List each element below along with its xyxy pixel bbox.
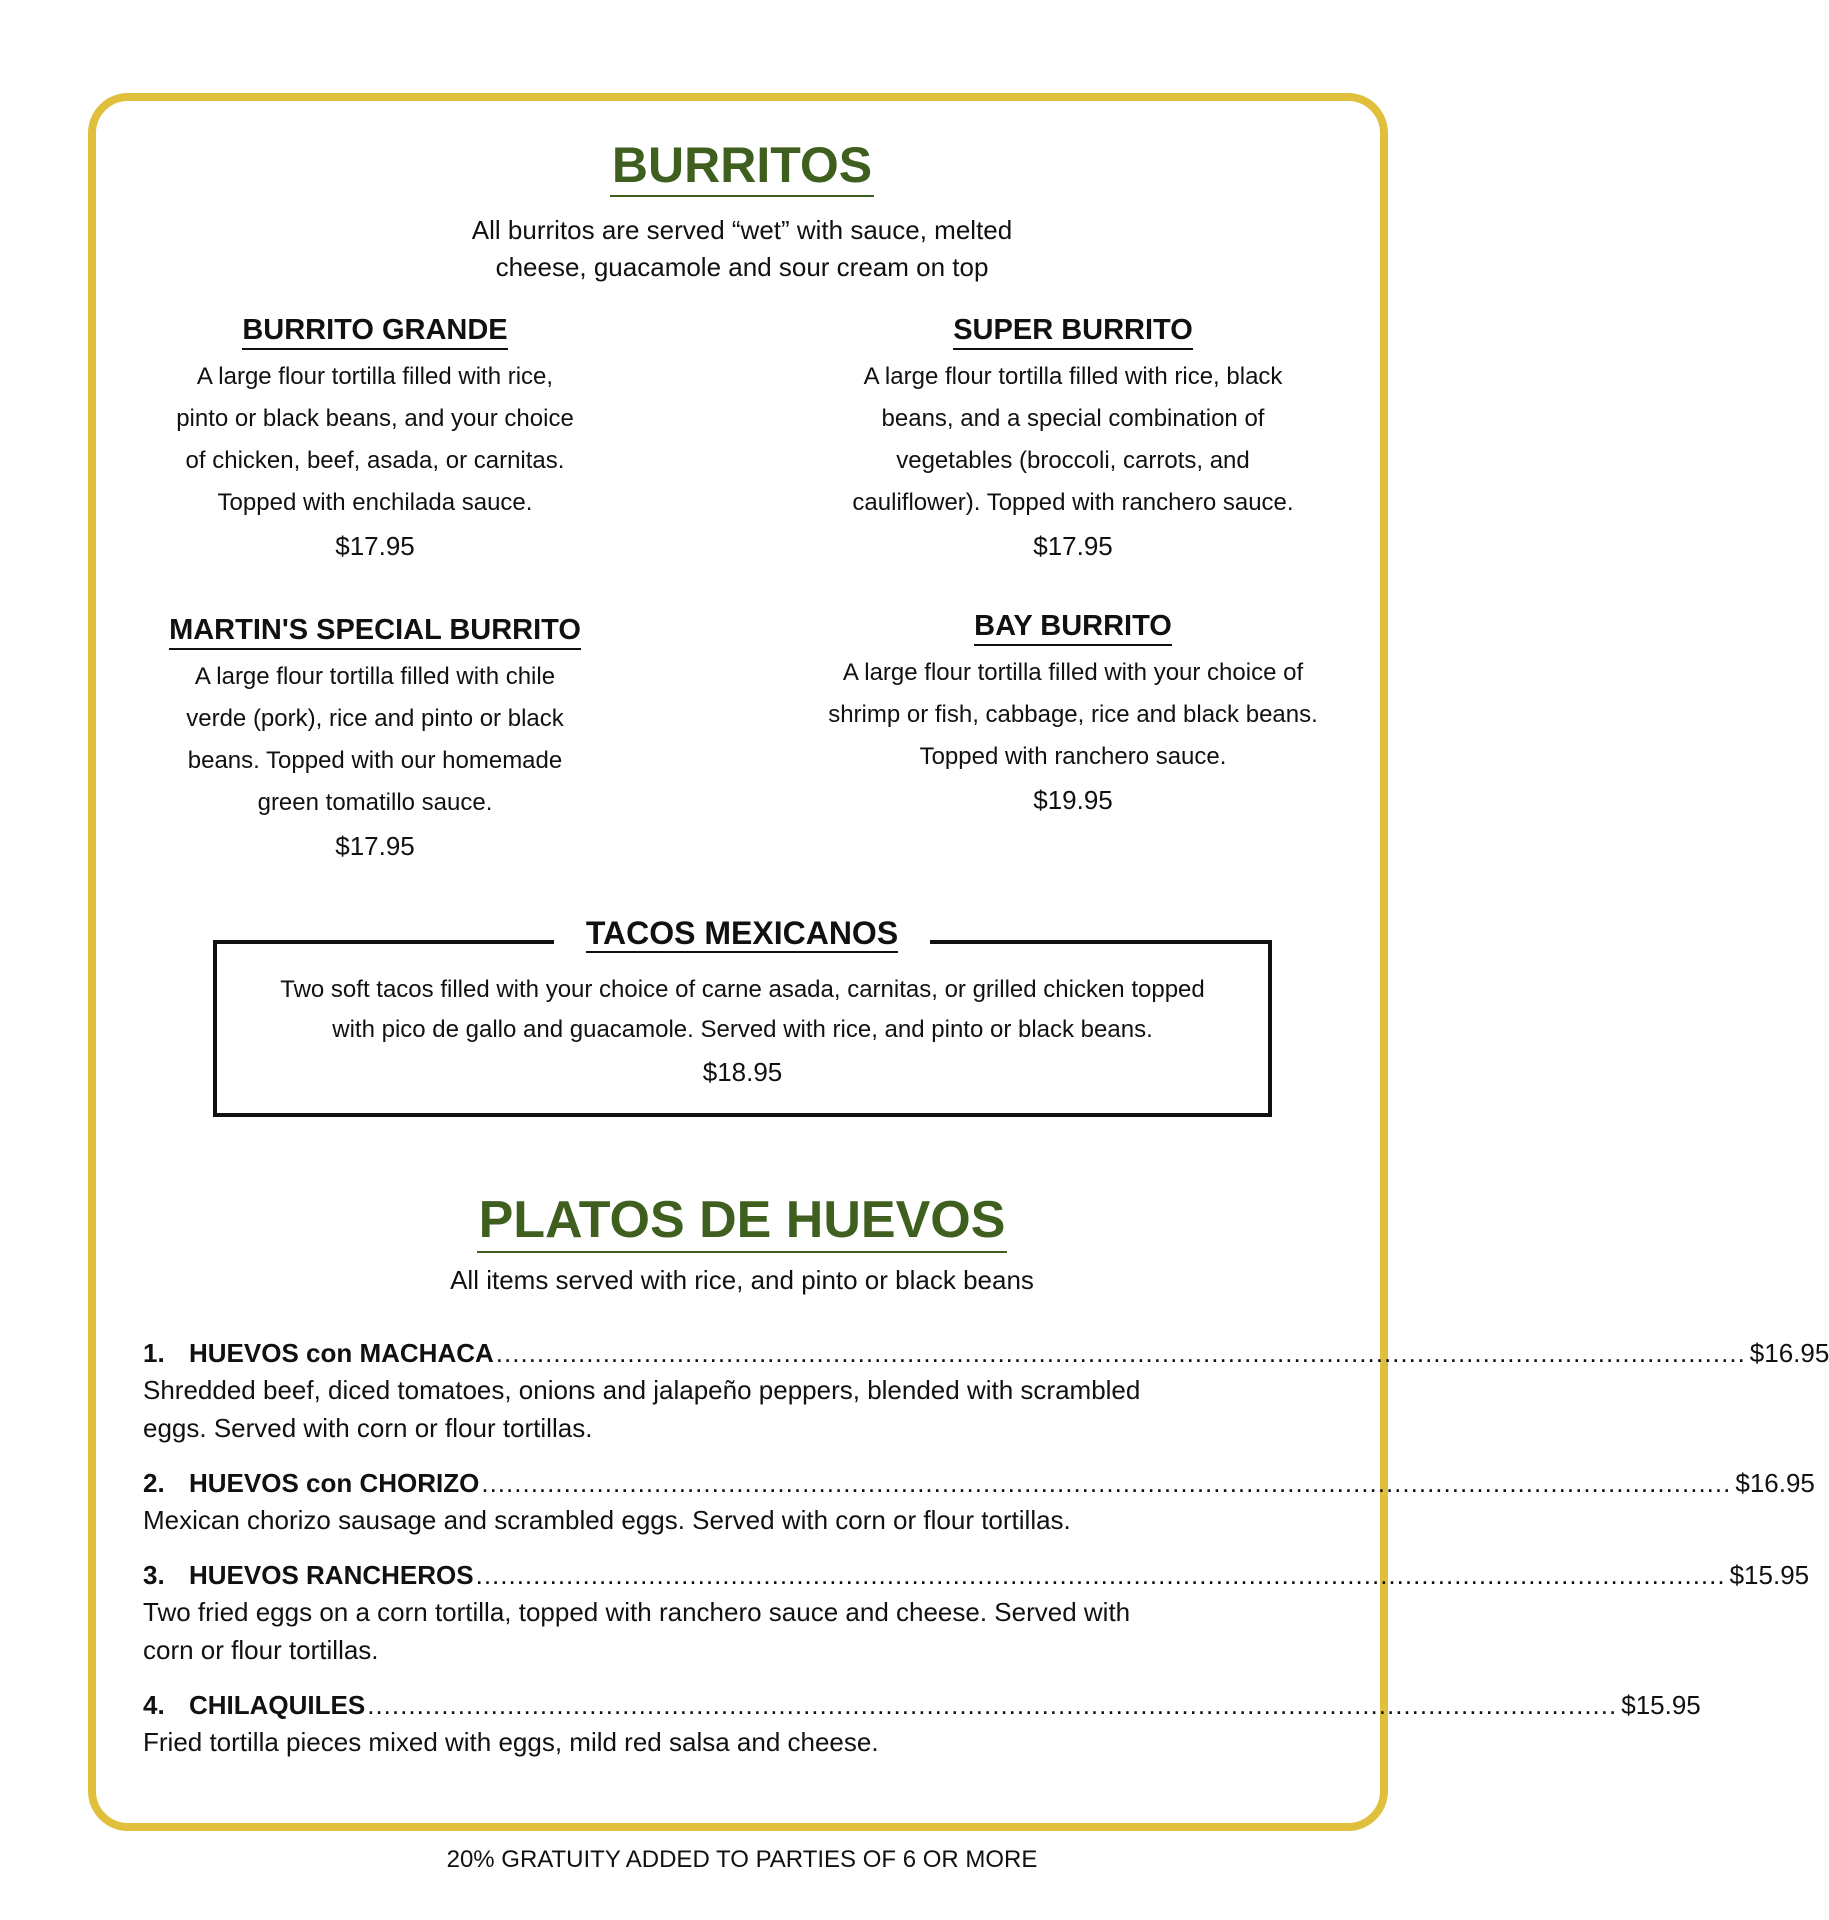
menu-item-martins-special-burrito xyxy=(95,612,655,866)
desc-line: A large flour tortilla filled with rice, black xyxy=(863,363,1283,390)
item-description xyxy=(143,1723,1330,1761)
desc-line: eggs. Served with corn or flour tortillas. xyxy=(143,1413,593,1443)
desc-line: cauliflower). Topped with ranchero sauce. xyxy=(852,489,1294,516)
item-number: 4. xyxy=(143,1690,165,1720)
desc-line: Topped with enchilada sauce. xyxy=(217,489,533,516)
tacos-description xyxy=(213,970,1272,1094)
item-name: BURRITO GRANDE xyxy=(242,312,507,350)
item-name: MARTIN'S SPECIAL BURRITO xyxy=(169,612,581,650)
menu-item-burrito-grande xyxy=(95,312,655,566)
item-description xyxy=(793,356,1353,524)
list-item xyxy=(143,1335,1829,1447)
huevos-list xyxy=(143,1335,1829,1779)
desc-line: Fried tortilla pieces mixed with eggs, mild red salsa and cheese. xyxy=(143,1727,879,1757)
list-item xyxy=(143,1687,1701,1761)
item-description xyxy=(143,1501,1330,1539)
desc-line: pinto or black beans, and your choice xyxy=(176,405,574,432)
menu-item-bay-burrito xyxy=(793,608,1353,820)
item-description xyxy=(143,1593,1330,1669)
item-price: $17.95 xyxy=(1033,531,1113,561)
burritos-intro xyxy=(0,212,1484,286)
gratuity-footer: 20% GRATUITY ADDED TO PARTIES OF 6 OR MORE xyxy=(446,1846,1038,1873)
item-name: CHILAQUILES xyxy=(189,1690,366,1720)
desc-line: verde (pork), rice and pinto or black xyxy=(186,705,564,732)
desc-line: vegetables (broccoli, carrots, and xyxy=(896,447,1250,474)
item-price: $17.95 xyxy=(335,531,415,561)
item-name: BAY BURRITO xyxy=(974,608,1172,646)
item-number: 2. xyxy=(143,1468,165,1498)
desc-line: beans, and a special combination of xyxy=(881,405,1265,432)
item-number: 1. xyxy=(143,1338,165,1368)
burritos-intro-line: All burritos are served “wet” with sauce, melted xyxy=(471,215,1013,245)
item-name: SUPER BURRITO xyxy=(953,312,1193,350)
dot-leader: ........................................................................................................................................................ xyxy=(475,1560,1726,1590)
item-price: $16.95 xyxy=(1749,1338,1829,1368)
list-item xyxy=(143,1465,1815,1539)
desc-line: shrimp or fish, cabbage, rice and black beans. xyxy=(828,701,1318,728)
item-number: 3. xyxy=(143,1560,165,1590)
desc-line: with pico de gallo and guacamole. Served with rice, and pinto or black beans. xyxy=(332,1016,1153,1043)
item-description xyxy=(793,652,1353,778)
tacos-price: $18.95 xyxy=(702,1057,783,1087)
burritos-title: BURRITOS xyxy=(0,136,1484,194)
desc-line: corn or flour tortillas. xyxy=(143,1635,379,1665)
item-price: $15.95 xyxy=(1729,1560,1810,1590)
desc-line: of chicken, beef, asada, or carnitas. xyxy=(185,447,565,474)
dot-leader: ........................................................................................................................................................ xyxy=(367,1690,1618,1720)
huevos-title: PLATOS DE HUEVOS xyxy=(0,1190,1484,1250)
tacos-title-text: TACOS MEXICANOS xyxy=(585,915,899,951)
item-description xyxy=(95,356,655,524)
burritos-intro-line: cheese, guacamole and sour cream on top xyxy=(495,252,989,282)
desc-line: Shredded beef, diced tomatoes, onions and jalapeño peppers, blended with scrambled xyxy=(143,1375,1141,1405)
desc-line: green tomatillo sauce. xyxy=(257,789,493,816)
desc-line: beans. Topped with our homemade xyxy=(187,747,563,774)
item-price: $19.95 xyxy=(1033,785,1113,815)
huevos-intro: All items served with rice, and pinto or black beans xyxy=(450,1265,1034,1295)
item-name: HUEVOS con CHORIZO xyxy=(189,1468,480,1498)
dot-leader: ........................................................................................................................................................ xyxy=(481,1468,1732,1498)
desc-line: A large flour tortilla filled with your choice of xyxy=(842,659,1304,686)
desc-line: Two soft tacos filled with your choice of carne asada, carnitas, or grilled chicken topped xyxy=(280,976,1205,1003)
dot-leader: ........................................................................................................................................................ xyxy=(495,1338,1746,1368)
desc-line: Topped with ranchero sauce. xyxy=(919,743,1227,770)
tacos-title xyxy=(0,914,1484,952)
item-name: HUEVOS RANCHEROS xyxy=(189,1560,474,1590)
list-item xyxy=(143,1557,1810,1669)
item-price: $16.95 xyxy=(1735,1468,1815,1498)
item-price: $17.95 xyxy=(335,831,415,861)
menu-item-super-burrito xyxy=(793,312,1353,566)
desc-line: Two fried eggs on a corn tortilla, topped with ranchero sauce and cheese. Served with xyxy=(143,1597,1131,1627)
item-description xyxy=(95,656,655,824)
desc-line: A large flour tortilla filled with chile xyxy=(194,663,556,690)
item-description xyxy=(143,1371,1330,1447)
desc-line: A large flour tortilla filled with rice, xyxy=(196,363,554,390)
desc-line: Mexican chorizo sausage and scrambled eggs. Served with corn or flour tortillas. xyxy=(143,1505,1071,1535)
item-name: HUEVOS con MACHACA xyxy=(189,1338,494,1368)
item-price: $15.95 xyxy=(1621,1690,1701,1720)
